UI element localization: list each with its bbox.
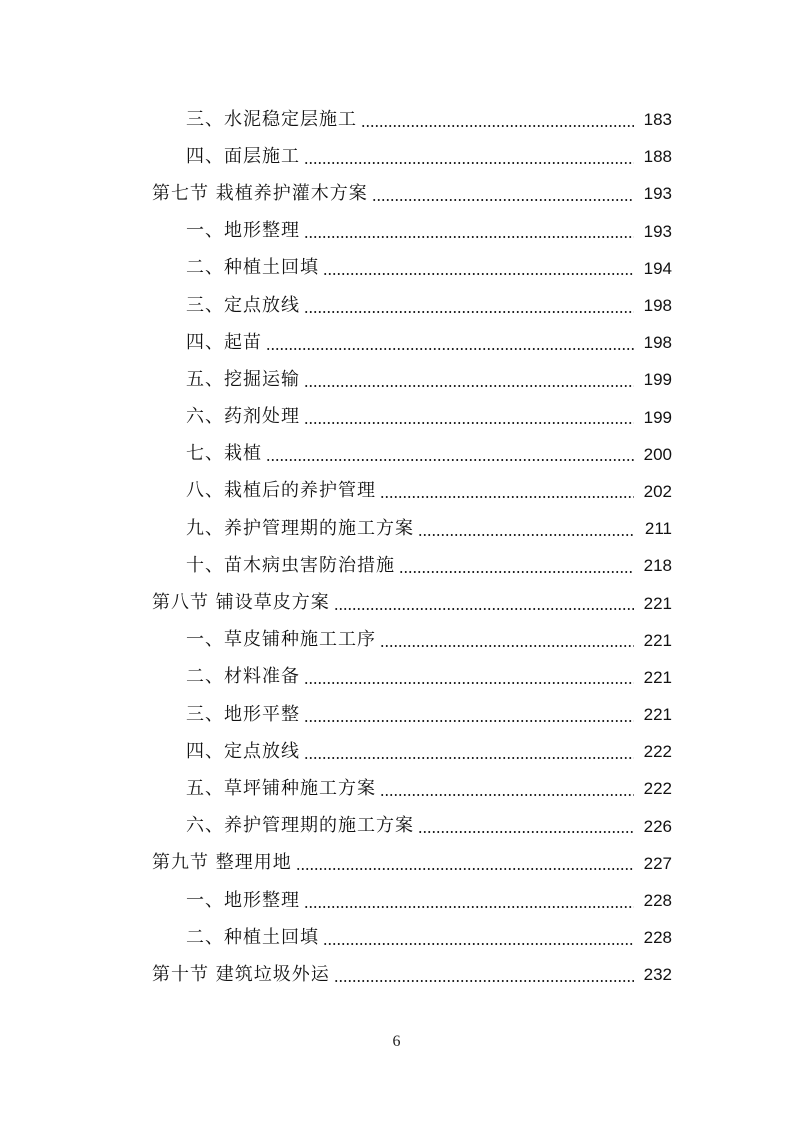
toc-entry-label: 三、水泥稳定层施工 (186, 108, 357, 130)
toc-dot-leader (304, 371, 634, 389)
toc-entry-page: 226 (643, 816, 672, 836)
toc-subsection-entry[interactable] (0, 324, 793, 361)
toc-entry-label: 四、面层施工 (186, 145, 300, 167)
toc-entry-label: 六、药剂处理 (186, 406, 300, 428)
toc-dot-leader (304, 222, 634, 240)
toc-entry-label: 二、种植土回填 (186, 257, 319, 279)
toc-section-entry[interactable] (0, 175, 793, 212)
toc-dot-leader (304, 408, 634, 426)
toc-entry-page: 228 (643, 928, 672, 948)
toc-subsection-entry[interactable] (0, 361, 793, 398)
toc-section-entry[interactable] (0, 845, 793, 882)
toc-entry-label: 一、草皮铺种施工工序 (186, 629, 376, 651)
toc-entry-page: 221 (643, 667, 672, 687)
toc-subsection-entry[interactable] (0, 882, 793, 919)
toc-entry-page: 198 (643, 296, 672, 316)
toc-entry-page: 221 (643, 593, 672, 613)
toc-subsection-entry[interactable] (0, 250, 793, 287)
toc-dot-leader (399, 557, 634, 575)
toc-dot-leader (304, 892, 634, 910)
toc-subsection-entry[interactable] (0, 808, 793, 845)
toc-entry-label: 二、材料准备 (186, 666, 300, 688)
toc-entry-label: 第八节 铺设草皮方案 (152, 592, 330, 614)
toc-entry-page: 188 (643, 147, 672, 167)
toc-subsection-entry[interactable] (0, 213, 793, 250)
toc-dot-leader (304, 743, 634, 761)
toc-entry-label: 五、草坪铺种施工方案 (186, 777, 376, 799)
toc-entry-page: 218 (643, 556, 672, 576)
toc-subsection-entry[interactable] (0, 399, 793, 436)
toc-entry-label: 五、挖掘运输 (186, 368, 300, 390)
toc-entry-label: 十、苗木病虫害防治措施 (186, 554, 395, 576)
toc-entry-label: 三、定点放线 (186, 294, 300, 316)
toc-subsection-entry[interactable] (0, 138, 793, 175)
toc-section-entry[interactable] (0, 584, 793, 621)
toc-entry-label: 九、养护管理期的施工方案 (186, 517, 414, 539)
toc-subsection-entry[interactable] (0, 473, 793, 510)
toc-dot-leader (323, 929, 634, 947)
toc-subsection-entry[interactable] (0, 622, 793, 659)
toc-subsection-entry[interactable] (0, 510, 793, 547)
toc-dot-leader (266, 445, 634, 463)
toc-section-entry[interactable] (0, 956, 793, 993)
toc-entry-page: 199 (643, 370, 672, 390)
toc-dot-leader (380, 482, 634, 500)
toc-subsection-entry[interactable] (0, 770, 793, 807)
toc-subsection-entry[interactable] (0, 733, 793, 770)
toc-entry-page: 193 (643, 221, 672, 241)
toc-subsection-entry[interactable] (0, 659, 793, 696)
toc-dot-leader (304, 668, 634, 686)
toc-entry-page: 199 (643, 407, 672, 427)
toc-dot-leader (418, 817, 634, 835)
toc-entry-label: 六、养护管理期的施工方案 (186, 815, 414, 837)
toc-dot-leader (266, 334, 634, 352)
toc-subsection-entry[interactable] (0, 287, 793, 324)
toc-dot-leader (418, 520, 634, 538)
toc-entry-label: 一、地形整理 (186, 220, 300, 242)
toc-subsection-entry[interactable] (0, 696, 793, 733)
toc-entry-page: 221 (643, 630, 672, 650)
page-number: 6 (392, 1033, 401, 1050)
toc-entry-page: 183 (643, 110, 672, 130)
toc-dot-leader (372, 185, 634, 203)
toc-entry-page: 232 (643, 965, 672, 985)
toc-entry-page: 198 (643, 333, 672, 353)
toc-entry-label: 三、地形平整 (186, 703, 300, 725)
toc-entry-label: 第七节 栽植养护灌木方案 (152, 182, 368, 204)
toc-entry-page: 222 (643, 742, 672, 762)
toc-subsection-entry[interactable] (0, 919, 793, 956)
toc-entry-page: 221 (643, 705, 672, 725)
toc-subsection-entry[interactable] (0, 436, 793, 473)
toc-entry-label: 一、地形整理 (186, 889, 300, 911)
toc-subsection-entry[interactable] (0, 101, 793, 138)
toc-dot-leader (304, 706, 634, 724)
toc-entry-label: 第十节 建筑垃圾外运 (152, 963, 330, 985)
toc-entry-label: 四、定点放线 (186, 740, 300, 762)
toc-dot-leader (304, 148, 634, 166)
toc-dot-leader (304, 297, 634, 315)
toc-entry-page: 194 (643, 258, 672, 278)
table-of-contents (0, 101, 793, 994)
toc-dot-leader (380, 780, 634, 798)
toc-entry-page: 227 (643, 853, 672, 873)
toc-entry-page: 200 (643, 444, 672, 464)
toc-dot-leader (323, 259, 634, 277)
toc-entry-label: 第九节 整理用地 (152, 852, 292, 874)
toc-entry-label: 二、种植土回填 (186, 926, 319, 948)
toc-entry-page: 193 (643, 184, 672, 204)
toc-dot-leader (380, 631, 634, 649)
toc-entry-page: 228 (643, 891, 672, 911)
toc-subsection-entry[interactable] (0, 547, 793, 584)
toc-entry-label: 七、栽植 (186, 443, 262, 465)
toc-entry-page: 222 (643, 779, 672, 799)
toc-entry-page: 211 (644, 519, 672, 539)
toc-dot-leader (334, 594, 634, 612)
toc-entry-label: 八、栽植后的养护管理 (186, 480, 376, 502)
toc-entry-label: 四、起苗 (186, 331, 262, 353)
toc-dot-leader (334, 966, 634, 984)
toc-entry-page: 202 (643, 481, 672, 501)
toc-dot-leader (361, 111, 634, 129)
toc-dot-leader (296, 854, 634, 872)
